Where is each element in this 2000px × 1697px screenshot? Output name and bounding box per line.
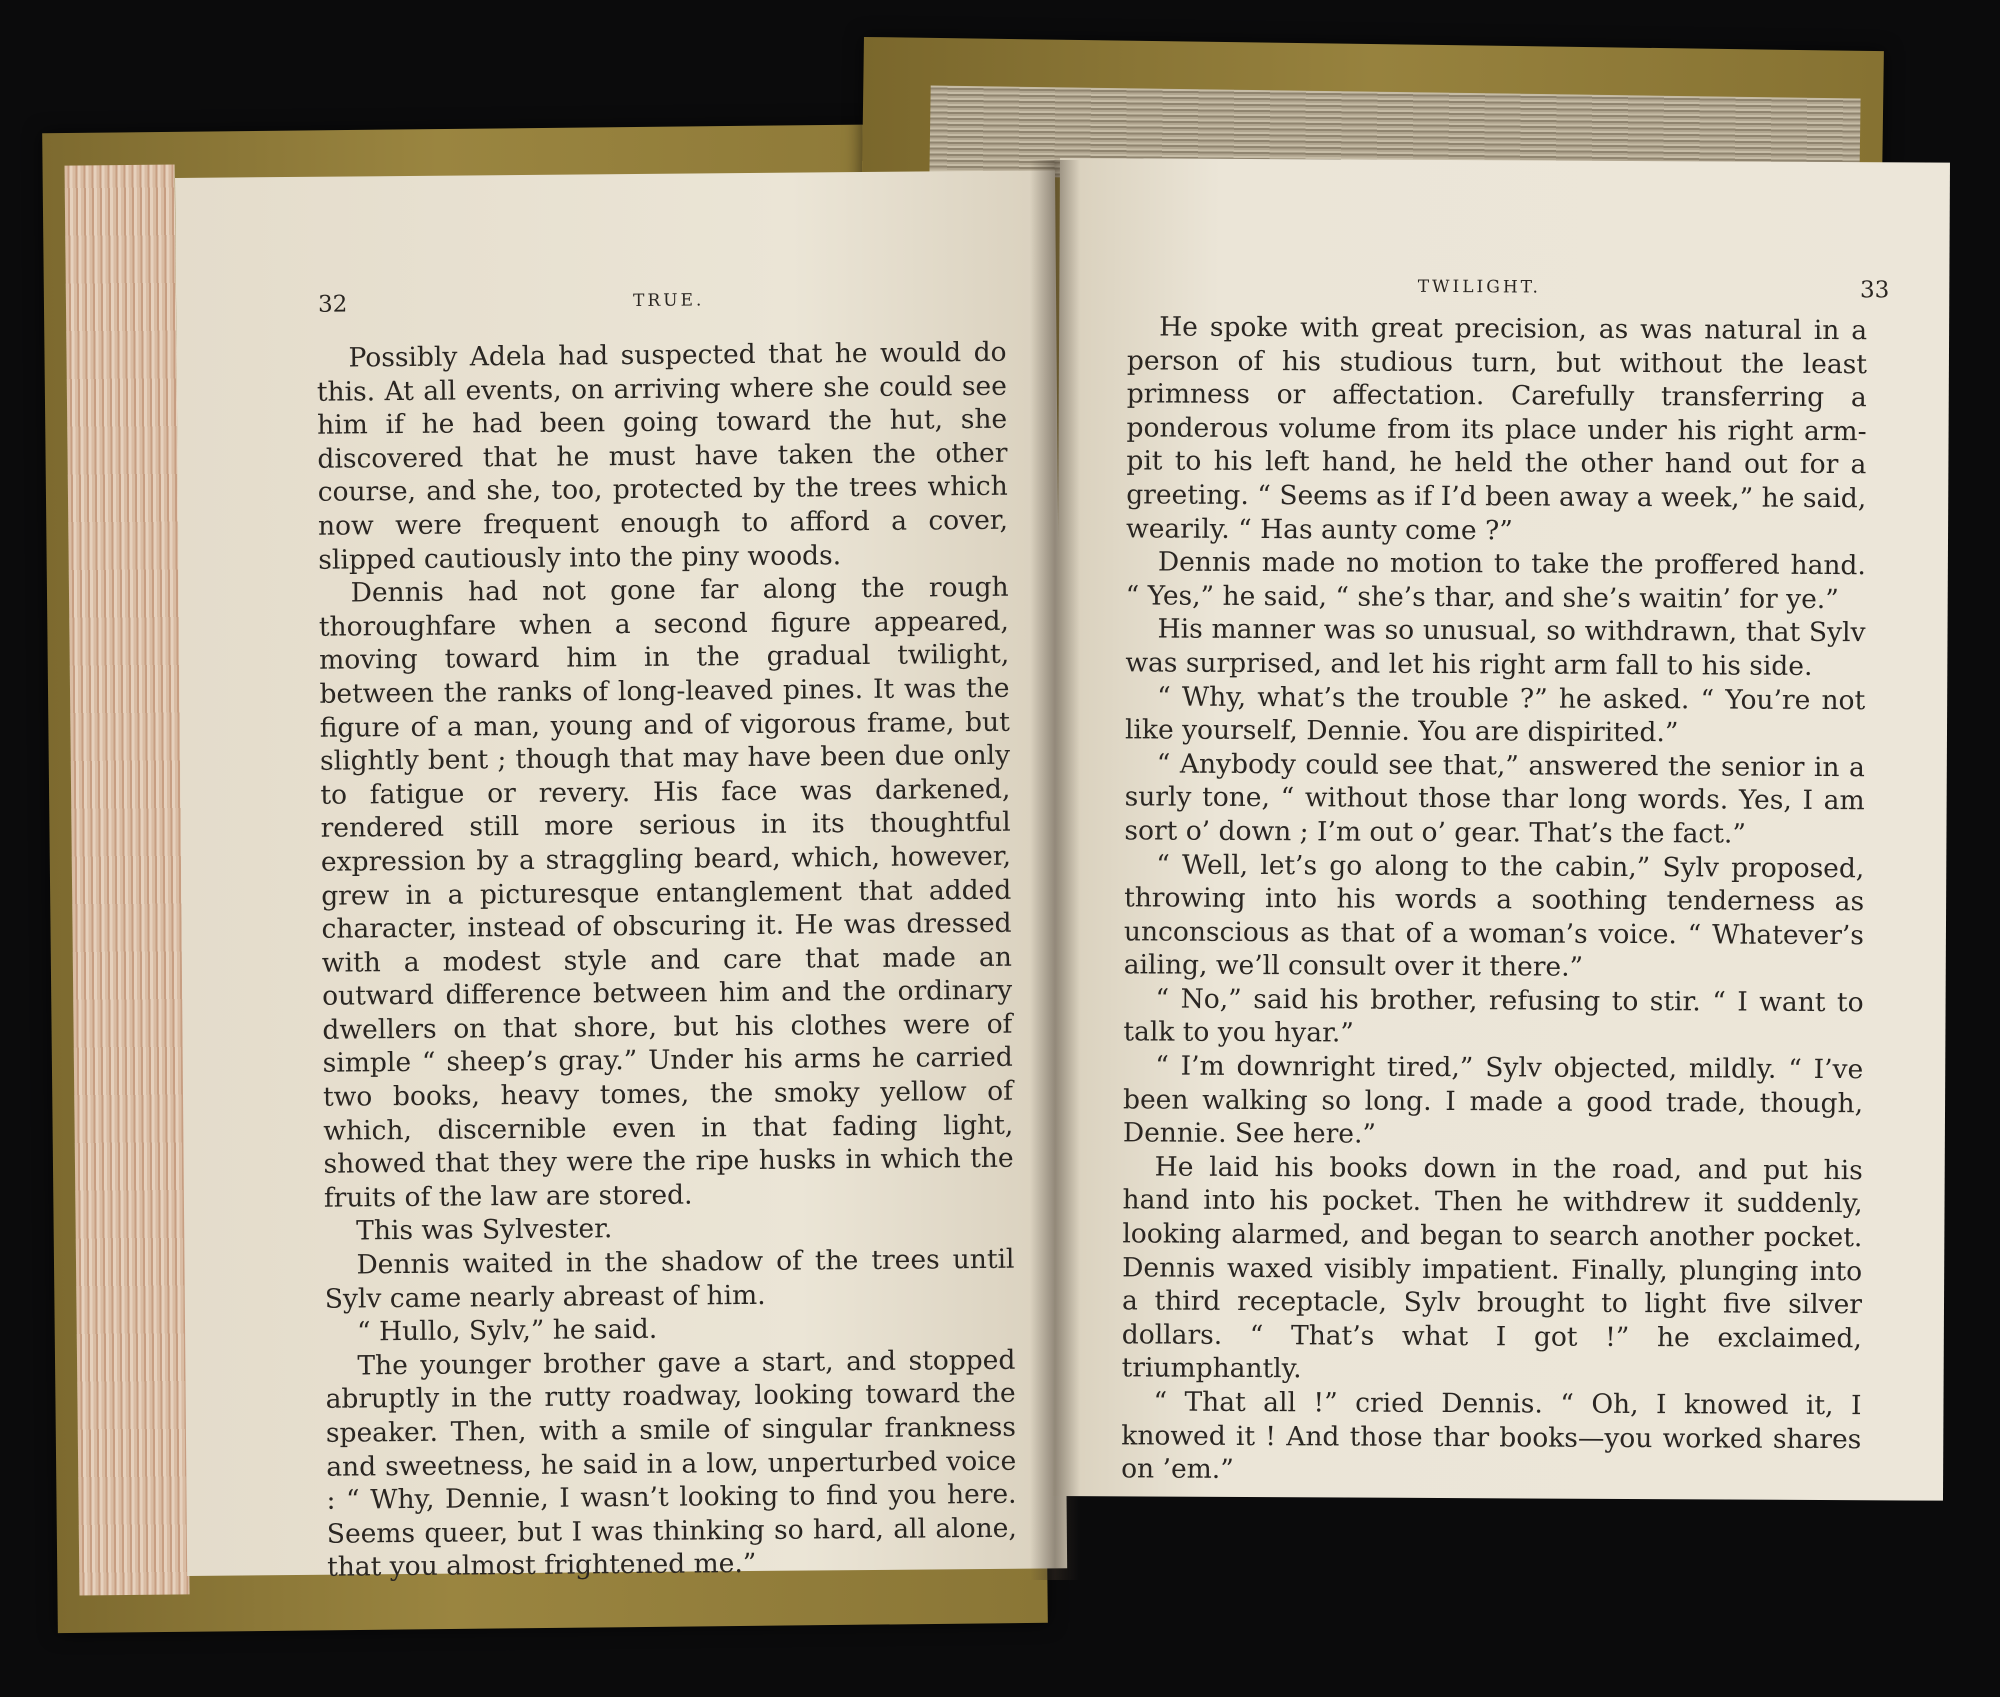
running-title: TWILIGHT. [1417, 276, 1541, 298]
paragraph: Dennis made no motion to take the proffered hand. “ Yes,” he said, “ she’s thar, and she’s waitin’ for ye.” [1125, 546, 1866, 615]
paragraph: “ Hullo, Sylv,” he said. [356, 1314, 658, 1348]
page-number: 32 [317, 291, 348, 318]
page-number: 33 [1859, 277, 1890, 304]
paragraph: “ Why, what’s the trouble ?” he asked. “ You’re not like yourself, Dennie. You are dispirited.” [1124, 681, 1866, 749]
paragraph: “ That all !” cried Dennis. “ Oh, I knowed it, I knowed it ! And those thar books—you worked shares on ’em.” [1121, 1386, 1862, 1486]
page-edges-left [65, 164, 190, 1595]
body-text-left [316, 336, 1017, 1585]
running-head-left [318, 286, 966, 322]
paragraph: “ I’m downright tired,” Sylv objected, mildly. “ I’ve been walking so long. I made a good trade, though, Dennie. See here.” [1122, 1050, 1864, 1150]
running-head-right [1129, 273, 1889, 307]
spine-gutter [1030, 160, 1080, 1580]
paragraph: “ No,” said his brother, refusing to stir. “ I want to talk to you hyar.” [1123, 983, 1864, 1050]
left-page [175, 170, 1067, 1584]
running-title: TRUE. [633, 290, 705, 312]
paragraph: He laid his books down in the road, and put his hand into his pocket. Then he withdrew it suddenly, looking alarmed, and began to search another pocket. Dennis waxed visibly impatient. Finally, plunging into a third receptacle, Sylv brought to light five silver dollars. “ That’s what I got !” he exclaimed, triumphantly. [1121, 1151, 1863, 1385]
paragraph: His manner was so unusual, so withdrawn, that Sylv was surprised, and let his right arm fall to his side. [1125, 613, 1866, 682]
paragraph: Dennis waited in the shadow of the trees until Sylv came nearly abreast of him. [324, 1243, 1015, 1315]
paragraph: “ Well, let’s go along to the cabin,” Sylv proposed, throwing into his words a soothing tenderness as unconscious as that of a woman’s voice. “ Whatever’s ailing, we’ll consult over it there.” [1123, 849, 1865, 984]
right-page [1053, 158, 1950, 1501]
body-text-right [1121, 310, 1867, 1490]
paragraph: He spoke with great precision, as was natural in a person of his studious turn, but without the least primness or affectation. Carefully transferring a ponderous volume from its place under his right arm-pit to his left hand, he held the other hand out for a greeting. “ Seems as if I’d been away a week,” he said, wearily. “ Has aunty come ?” [1125, 311, 1868, 546]
paragraph: “ Anybody could see that,” answered the senior in a surly tone, “ without those thar long words. Yes, I am sort o’ down ; I’m out o’ gear. That’s the fact.” [1124, 748, 1865, 850]
paragraph: Possibly Adela had suspected that he would do this. At all events, on arriving where she could see him if he had been going toward the hut, she discovered that he must have taken the other course, and she, too, protected by the trees which now were frequent enough to afford a cover, slipped cautiously into the piny woods. [316, 336, 1009, 576]
paragraph: This was Sylvester. [356, 1213, 613, 1247]
paragraph: Dennis had not gone far along the rough thoroughfare when a second figure appeared, moving toward him in the gradual twilight, between the ranks of long-leaved pines. It was the figure of a man, young and of vigorous frame, but slightly bent ; though that may have been due only to fatigue or revery. His face was darkened, rendered still more serious in its thoughtful expression by a straggling beard, which, however, grew in a picturesque entanglement that added character, instead of obscuring it. He was dressed with a modest style and care that made an outward difference between him and the ordinary dwellers on that shore, but his clothes were of simple “ sheep’s gray.” Under his arms he carried two books, heavy tomes, the smoky yellow of which, discernible even in that fading light, showed that they were the ripe husks in which the fruits of the law are stored. [318, 571, 1014, 1214]
paragraph: The younger brother gave a start, and stopped abruptly in the rutty roadway, looking toward the speaker. Then, with a smile of singular frankness and sweetness, he said in a low, unperturbed voice : “ Why, Dennie, I wasn’t looking to find you here. Seems queer, but I was thinking so hard, all alone, that you almost frightened me.” [325, 1344, 1017, 1584]
